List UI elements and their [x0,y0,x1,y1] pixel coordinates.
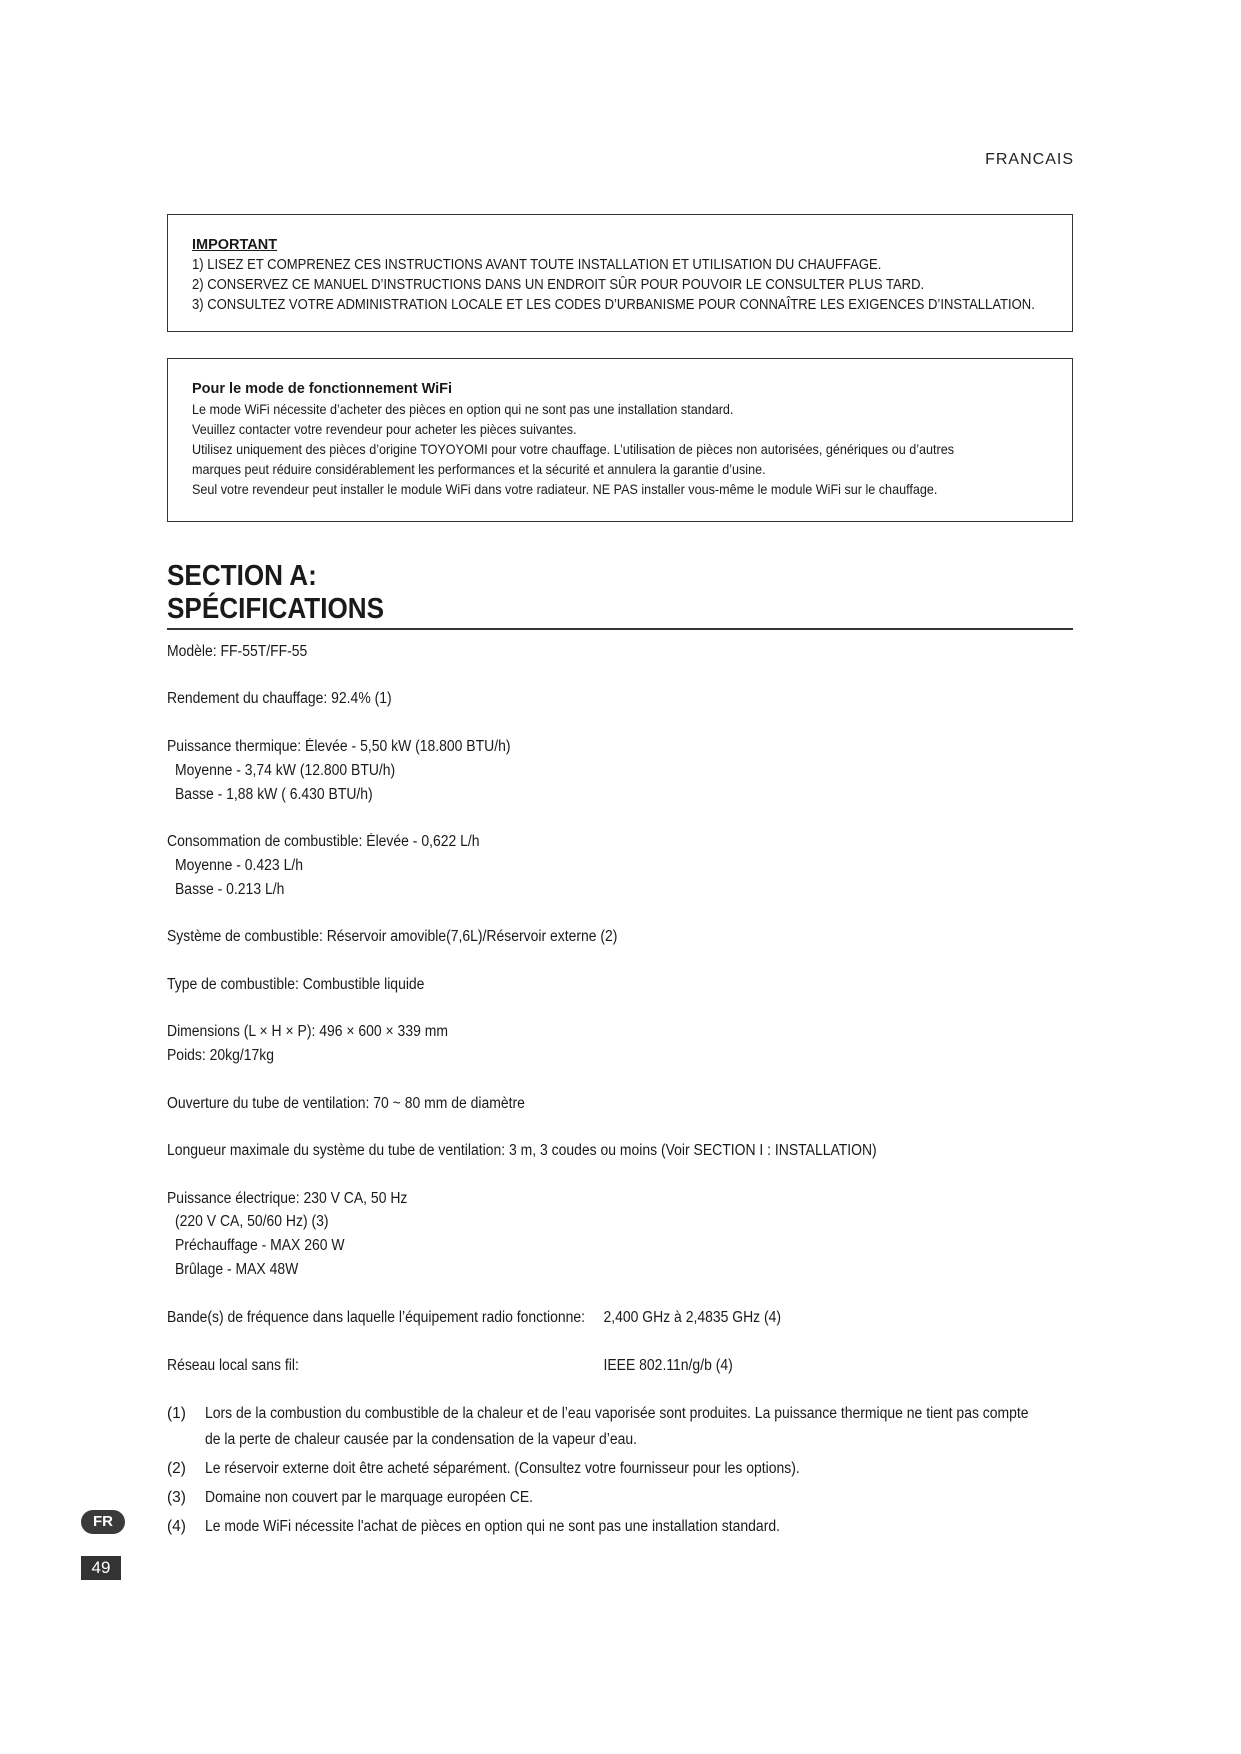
spec-wlan-label: Réseau local sans fil: [167,1357,299,1374]
footnote-text: Domaine non couvert par le marquage européen CE. [205,1489,534,1506]
footnote-text: Lors de la combustion du combustible de la chaleur et de l’eau vaporisée sont produites. La puissance thermique ne tient pas compte [205,1405,1029,1422]
wifi-notice-title: Pour le mode de fonctionnement WiFi [192,381,453,397]
spec-vent-opening: Ouverture du tube de ventilation: 70 ~ 80 mm de diamètre [167,1095,525,1112]
footnote-number: (1) [167,1405,186,1422]
page-number: 49 [81,1556,121,1580]
spec-fuel-mid: Moyenne - 0.423 L/h [175,857,303,874]
section-heading [167,560,1073,630]
spec-wlan-value: IEEE 802.11n/g/b (4) [603,1357,733,1374]
wifi-notice-box [167,358,1073,522]
footnote-number: (2) [167,1460,186,1477]
language-label: FRANCAIS [985,151,1074,168]
important-line: 3) CONSULTEZ VOTRE ADMINISTRATION LOCALE ET LES CODES D’URBANISME POUR CONNAÎTRE LES EXIGENCES D’INSTALLATION. [192,297,1035,313]
wifi-notice-line: Le mode WiFi nécessite d’acheter des pièces en option qui ne sont pas une installation standard. [192,401,734,417]
footnote-text: de la perte de chaleur causée par la condensation de la vapeur d’eau. [205,1431,637,1448]
footnote-text: Le réservoir externe doit être acheté séparément. (Consultez votre fournisseur pour les options). [205,1460,800,1477]
wifi-notice-line: Utilisez uniquement des pièces d’origine TOYOYOMI pour votre chauffage. L’utilisation de pièces non autorisées, génériques ou d’autres [192,441,955,457]
spec-heat-output: Puissance thermique: Élevée - 5,50 kW (18.800 BTU/h) [167,738,511,755]
spec-model: Modèle: FF-55T/FF-55 [167,643,308,660]
wifi-notice-line: Seul votre revendeur peut installer le module WiFi dans votre radiateur. NE PAS installer vous-même le module WiFi sur le chauffage. [192,481,938,497]
important-notice-box [167,214,1073,332]
spec-frequency-label: Bande(s) de fréquence dans laquelle l’équipement radio fonctionne: [167,1309,586,1326]
wifi-notice-line: Veuillez contacter votre revendeur pour acheter les pièces suivantes. [192,421,577,437]
spec-fuel-low: Basse - 0.213 L/h [175,881,285,898]
spec-frequency-value: 2,400 GHz à 2,4835 GHz (4) [603,1309,782,1326]
spec-fuel-consumption: Consommation de combustible: Élevée - 0,622 L/h [167,833,480,850]
spec-heat-mid: Moyenne - 3,74 kW (12.800 BTU/h) [175,762,396,779]
spec-efficiency: Rendement du chauffage: 92.4% (1) [167,690,392,707]
important-line: 2) CONSERVEZ CE MANUEL D’INSTRUCTIONS DANS UN ENDROIT SÛR POUR POUVOIR LE CONSULTER PLUS TARD. [192,277,925,293]
spec-dimensions: Dimensions (L × H × P): 496 × 600 × 339 mm [167,1023,448,1040]
spec-preheat: Préchauffage - MAX 260 W [175,1237,345,1254]
important-line: 1) LISEZ ET COMPRENEZ CES INSTRUCTIONS AVANT TOUTE INSTALLATION ET UTILISATION DU CHAUFFAGE. [192,257,882,273]
footnote-text: Le mode WiFi nécessite l'achat de pièces en option qui ne sont pas une installation standard. [205,1518,780,1535]
wifi-notice-line: marques peut réduire considérablement les performances et la sécurité et annulera la garantie d’usine. [192,461,766,477]
important-title: IMPORTANT [192,237,278,253]
spec-power-alt: (220 V CA, 50/60 Hz) (3) [175,1213,329,1230]
spec-fuel-type: Type de combustible: Combustible liquide [167,976,425,993]
spec-burn: Brûlage - MAX 48W [175,1261,299,1278]
language-badge: FR [81,1510,125,1534]
spec-power: Puissance électrique: 230 V CA, 50 Hz [167,1190,408,1207]
spec-frequency [167,1306,782,1330]
spec-heat-low: Basse - 1,88 kW ( 6.430 BTU/h) [175,786,373,803]
spec-vent-length: Longueur maximale du système du tube de ventilation: 3 m, 3 coudes ou moins (Voir SECTION I : INSTALLATION) [167,1142,877,1159]
spec-wlan [167,1354,733,1378]
section-heading-line1: SECTION A: [167,560,317,592]
section-heading-line2: SPÉCIFICATIONS [167,593,385,625]
footnote-number: (3) [167,1489,186,1506]
spec-fuel-system: Système de combustible: Réservoir amovible(7,6L)/Réservoir externe (2) [167,928,618,945]
spec-weight: Poids: 20kg/17kg [167,1047,275,1064]
footnote-number: (4) [167,1518,186,1535]
